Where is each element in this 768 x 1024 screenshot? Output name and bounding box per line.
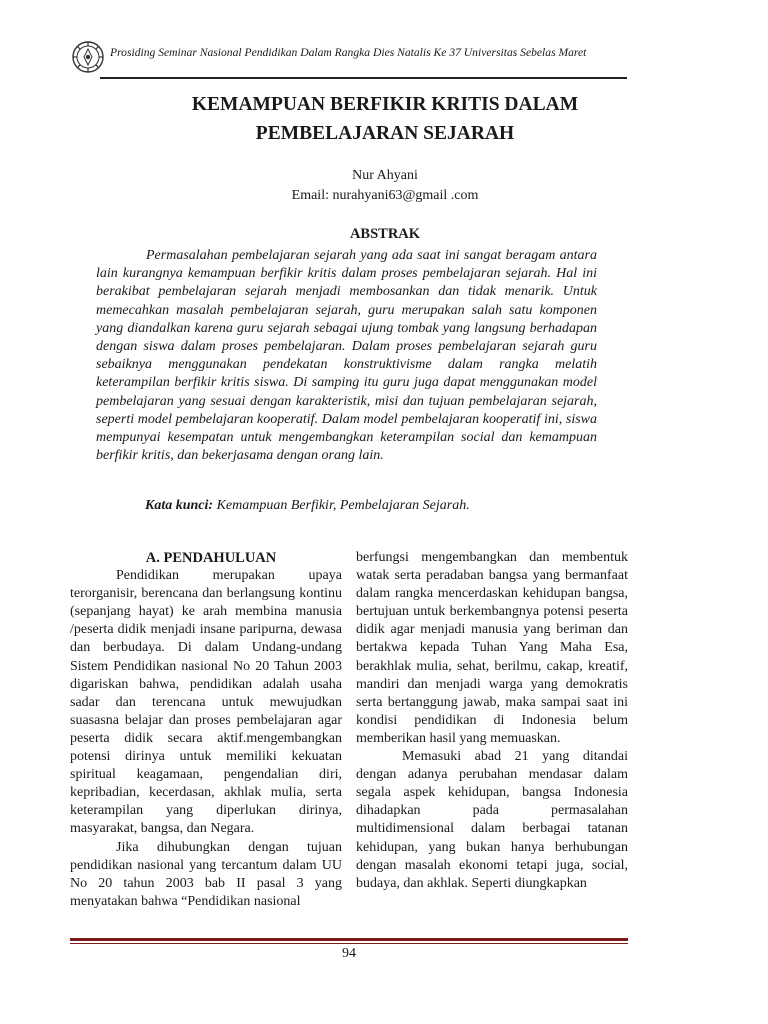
title-line-1: KEMAMPUAN BERFIKIR KRITIS DALAM [191, 94, 579, 115]
right-column [356, 549, 628, 893]
abstract-text: Permasalahan pembelajaran sejarah yang ada saat ini sangat beragam antara lain kurangnya kemampuan berfikir kritis dalam proses pembelajaran sejarah. Hal ini berakibat pembelajaran sejarah menjadi membosankan dan tidak menarik. Untuk memecahkan masalah pembelajaran sejarah, guru merupakan salah satu komponen yang diandalkan karena guru sejarah sebagai ujung tombak yang langsung berhadapan dengan siswa dalam proses pembelajaran. Dalam proses pembelajaran sejarah guru sebaiknya menggunakan pendekatan konstruktivisme dalam rangka melatih keterampilan berfikir kritis siswa. Di samping itu guru juga dapat menggunakan model pembelajaran yang sesuai dengan karakteristik, misi dan tujuan pembelajaran sejarah, seperti model pembelajaran kooperatif. Dalam model pembelajaran kooperatif ini, siswa mempunyai kesempatan untuk mengembangkan keterampilan social dan kemampuan berfikir kritis, dan bekerjasama dengan orang lain. [96, 248, 597, 464]
paragraph: Memasuki abad 21 yang ditandai dengan adanya perubahan mendasar dalam segala aspek kehidupan, bangsa Indonesia dihadapkan pada permasalahan multidimensional dalam berbagai tatanan kehidupan, yang bukan hanya berhubungan dengan masalah ekonomi tetapi juga, social, budaya, dan akhlak. Seperti diungkapkan [356, 749, 628, 891]
footer-divider-thin [70, 943, 628, 944]
section-heading: A. PENDAHULUAN [145, 550, 277, 566]
paragraph: berfungsi mengembangkan dan membentuk watak serta peradaban bangsa yang bermanfaat dalam rangka mencerdaskan kehidupan bangsa, bertujuan untuk berkembangnya potensi peserta didik agar menjadi manusia yang beriman dan bertakwa kepada Tuhan Yang Maha Esa, berakhlak mulia, sehat, berilmu, cakap, kreatif, mandiri dan menjadi warga yang demokratis serta bertanggung jawab, maka sampai saat ini kondisi pendidikan di Indonesia belum memberikan hasil yang memuaskan. [356, 550, 628, 746]
keywords [145, 497, 605, 515]
university-seal-icon [70, 40, 106, 74]
title-line-2: PEMBELAJARAN SEJARAH [255, 123, 515, 144]
page-number: 94 [342, 946, 356, 961]
running-header [70, 40, 630, 74]
left-column [70, 549, 342, 911]
paragraph: Pendidikan merupakan upaya terorganisir, berencana dan berlangsung kontinu (sepanjang hayat) ke arah membina manusia /peserta didik menjadi insane paripurna, dewasa dan berbudaya. Di dalam Undang-undang Sistem Pendidikan nasional No 20 Tahun 2003 digariskan bahwa, pendidikan adalah usaha sadar dan terencana untuk mewujudkan suasasna belajar dan proses pembelajaran agar peserta didik secara aktif.mengembangkan potensi dirinya untuk memiliki kekuatan spiritual keagamaan, pengendalian diri, kepribadian, kecerdasan, akhlak mulia, serta keterampilan yang diperlukan dirinya, masyarakat, bangsa, dan Negara. [70, 568, 342, 837]
paper-title [90, 90, 680, 148]
author-block [90, 166, 680, 206]
author-email: Email: nurahyani63@gmail .com [291, 188, 479, 203]
abstract-heading: ABSTRAK [349, 226, 421, 242]
running-title: Prosiding Seminar Nasional Pendidikan Dalam Rangka Dies Natalis Ke 37 Universitas Sebelas Maret [110, 46, 587, 59]
keywords-text: Kemampuan Berfikir, Pembelajaran Sejarah. [216, 498, 470, 513]
footer-divider [70, 938, 628, 941]
author-name: Nur Ahyani [352, 168, 418, 183]
keywords-label: Kata kunci: [145, 498, 214, 513]
header-divider [100, 77, 627, 79]
paragraph: Jika dihubungkan dengan tujuan pendidikan nasional yang tercantum dalam UU No 20 tahun 2003 bab II pasal 3 yang menyatakan bahwa “Pendidikan nasional [70, 839, 342, 909]
